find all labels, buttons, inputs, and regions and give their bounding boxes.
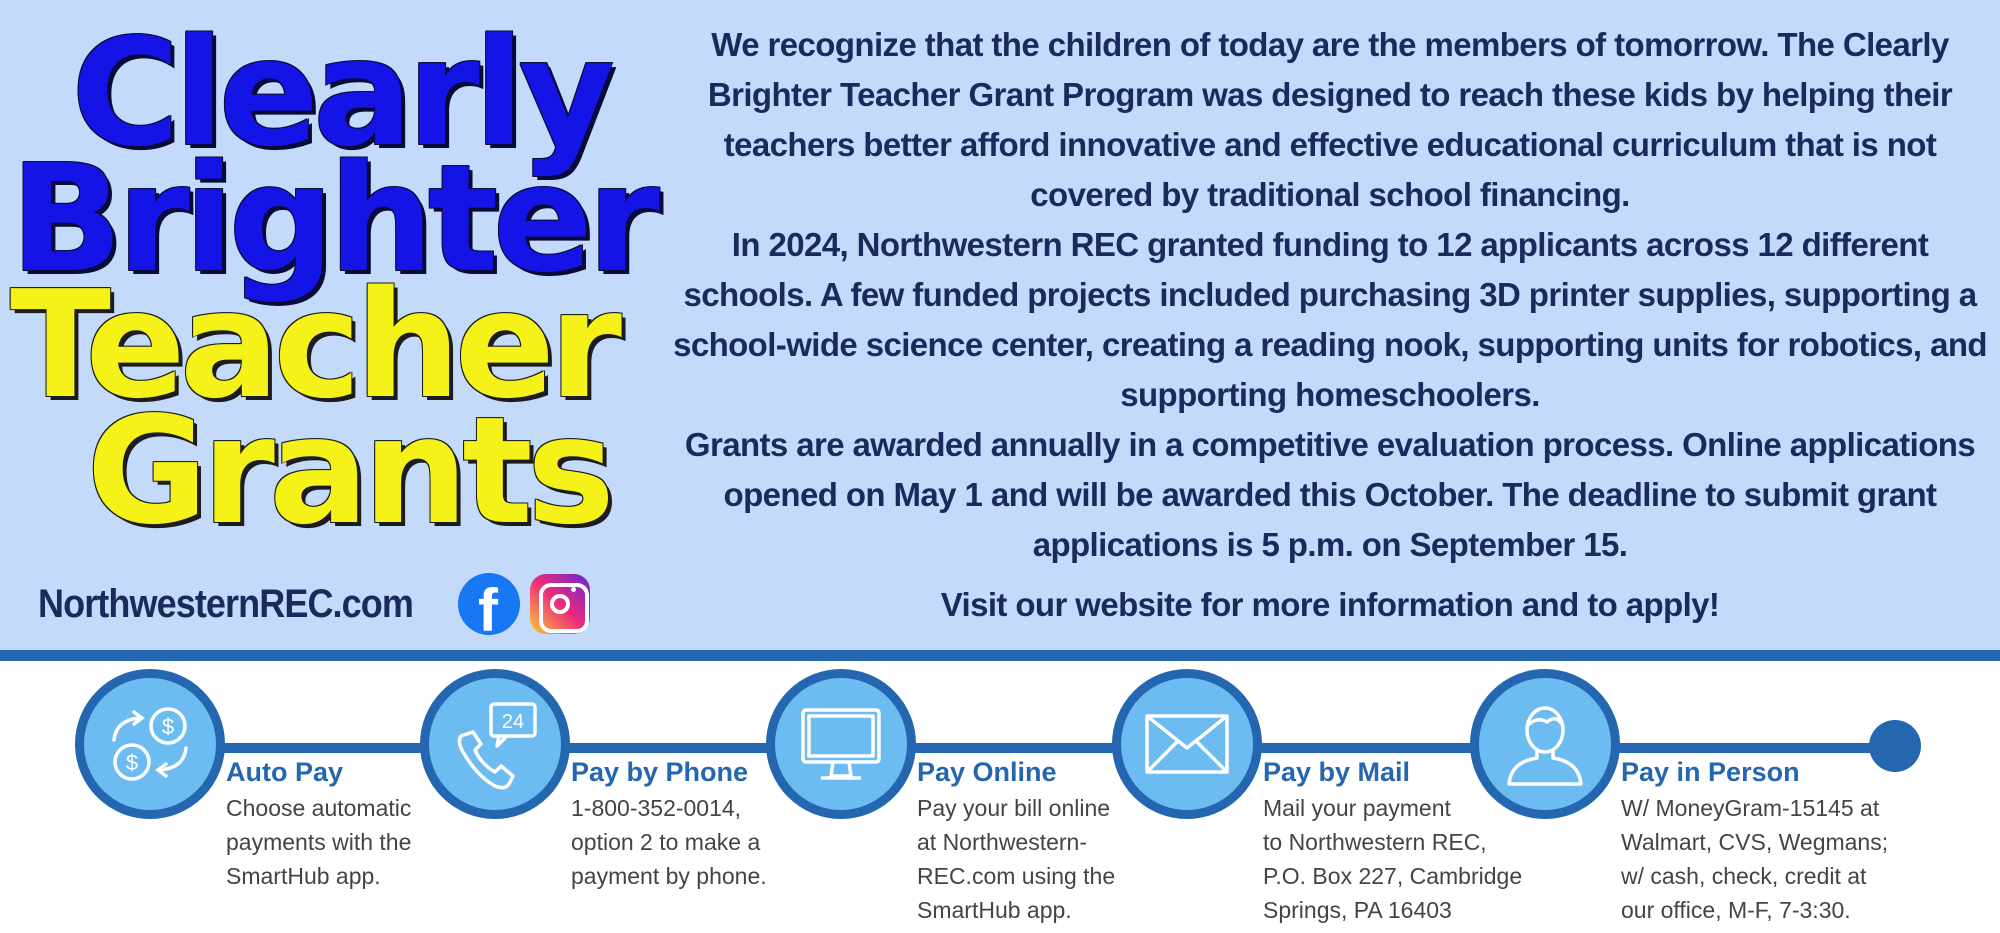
- computer-icon: [793, 696, 889, 792]
- paragraph-2024-funding: In 2024, Northwestern REC granted funding to 12 applicants across 12 different schools. A few funded projects included purchasing 3D printer supplies, supporting a school-wide science center, creating a reading nook, supporting units for robotics, and supporting homeschoolers.: [673, 226, 1987, 413]
- step-desc-phone: 1-800-352-0014, option 2 to make a payment by phone.: [571, 795, 767, 889]
- step-desc-in-person: W/ MoneyGram-15145 at Walmart, CVS, Wegmans; w/ cash, check, credit at our office, M-F, 7-3:30.: [1621, 795, 1889, 923]
- headline-line-clearly: Clearly: [71, 7, 609, 179]
- facebook-icon[interactable]: [458, 573, 520, 635]
- auto-pay-circle: [75, 669, 225, 819]
- timeline-line: [150, 743, 1905, 753]
- step-title-phone: Pay by Phone: [571, 757, 749, 787]
- in-person-circle: [1470, 669, 1620, 819]
- step-title-online: Pay Online: [917, 757, 1057, 787]
- facebook-glyph: f: [478, 577, 498, 635]
- phone-icon: [447, 696, 543, 792]
- section-divider: [0, 650, 2000, 661]
- person-icon: [1497, 696, 1593, 792]
- headline-line-grants: Grants: [86, 385, 609, 557]
- step-title-auto-pay: Auto Pay: [226, 757, 344, 787]
- website-social-row: [38, 572, 590, 636]
- call-to-action: Visit our website for more information and to apply!: [940, 586, 1720, 623]
- svg-text:$: $: [161, 714, 175, 739]
- step-desc-auto-pay: Choose automatic payments with the SmartHub app.: [226, 795, 412, 889]
- svg-text:$: $: [125, 750, 139, 775]
- envelope-icon: [1139, 696, 1235, 792]
- step-desc-online: Pay your bill online at Northwestern- REC.com using the SmartHub app.: [917, 795, 1116, 923]
- mail-circle: [1112, 669, 1262, 819]
- step-desc-mail: Mail your payment to Northwestern REC, P.O. Box 227, Cambridge Springs, PA 16403: [1263, 795, 1523, 923]
- auto-pay-icon: [102, 696, 198, 792]
- headline-line-teacher: Teacher: [10, 259, 617, 431]
- headline-line-brighter: Brighter: [10, 133, 654, 305]
- paragraph-deadline: Grants are awarded annually in a competitive evaluation process. Online applications opened on May 1 and will be awarded this October. The deadline to submit grant applications is 5 p.m. on September 15.: [684, 426, 1976, 563]
- payment-options-timeline: [0, 661, 2000, 933]
- phone-badge-24: 24: [501, 711, 525, 733]
- paragraph-intro: We recognize that the children of today are the members of tomorrow. The Clearly Brighter Teacher Grant Program was designed to reach these kids by helping their teachers better afford innovative and effective educational curriculum that is not covered by traditional school financing.: [707, 26, 1953, 213]
- timeline-end-dot: [1869, 720, 1921, 772]
- headline: [10, 7, 654, 557]
- phone-circle: [420, 669, 570, 819]
- grant-description: [665, 20, 1995, 630]
- website-link[interactable]: NorthwesternREC.com: [38, 581, 413, 626]
- instagram-icon[interactable]: [530, 574, 590, 634]
- step-title-in-person: Pay in Person: [1621, 757, 1800, 787]
- online-circle: [766, 669, 916, 819]
- step-title-mail: Pay by Mail: [1263, 757, 1411, 787]
